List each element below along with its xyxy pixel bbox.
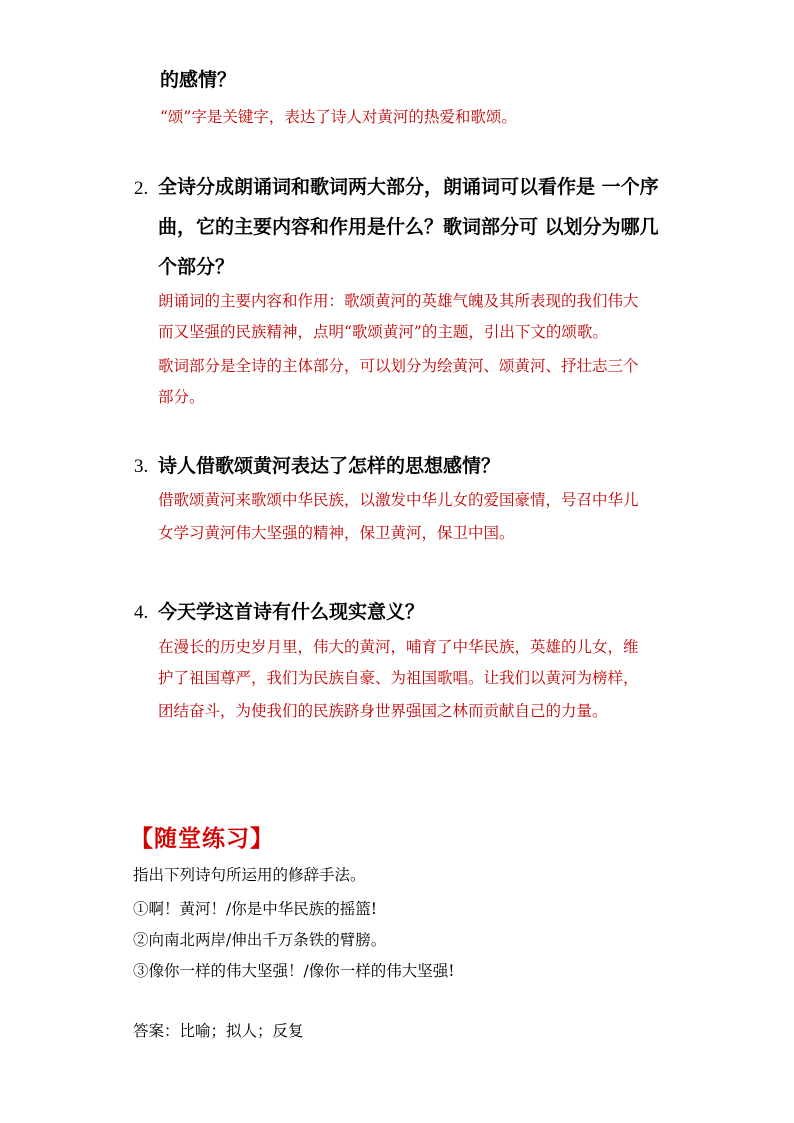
question-2-number: 2. [134,178,149,199]
practice-instruction: 指出下列诗句所运用的修辞手法。 [133,866,366,884]
answer-4-line-3: 团结奋斗，为使我们的民族跻身世界强国之林而贡献自己的力量。 [158,702,608,720]
practice-item-2: ②向南北两岸/伸出千万条铁的臂膀。 [133,931,387,949]
answer-4-line-2: 护了祖国尊严，我们为民族自豪、为祖国歌唱。让我们以黄河为榜样， [158,669,639,687]
question-1-continuation: 的感情？ [160,69,237,91]
answer-2-line-4: 部分。 [158,388,205,406]
answer-2-line-2: 而又坚强的民族精神，点明“歌颂黄河”的主题，引出下文的颂歌。 [158,323,608,341]
question-3-text: 诗人借歌颂黄河表达了怎样的思想感情？ [158,455,501,477]
answer-1: “颂”字是关键字，表达了诗人对黄河的热爱和歌颂。 [160,108,517,126]
practice-item-3: ③像你一样的伟大坚强！/像你一样的伟大坚强! [133,962,455,980]
practice-item-1: ①啊！黄河！/你是中华民族的摇篮! [133,900,377,918]
answer-2-line-3: 歌词部分是全诗的主体部分，可以划分为绘黄河、颂黄河、抒壮志三个 [158,357,639,375]
practice-answer: 答案：比喻；拟人；反复 [133,1022,304,1040]
question-4-text: 今天学这首诗有什么现实意义？ [158,601,425,623]
question-2-line-3: 个部分？ [158,256,235,278]
question-2-line-1: 全诗分成朗诵词和歌词两大部分，朗诵词可以看作是 一个序 [158,176,659,198]
answer-3-line-1: 借歌颂黄河来歌颂中华民族，以激发中华儿女的爱国豪情，号召中华儿 [158,491,639,509]
question-2-line-2: 曲，它的主要内容和作用是什么？歌词部分可 以划分为哪几 [158,216,659,238]
practice-heading: 【随堂练习】 [130,825,274,852]
answer-2-line-1: 朗诵词的主要内容和作用：歌颂黄河的英雄气魄及其所表现的我们伟大 [158,292,639,310]
answer-4-line-1: 在漫长的历史岁月里，伟大的黄河，哺育了中华民族，英雄的儿女，维 [158,638,639,656]
question-3-number: 3. [134,456,149,477]
question-4-number: 4. [134,602,149,623]
answer-3-line-2: 女学习黄河伟大坚强的精神，保卫黄河，保卫中国。 [158,524,515,542]
